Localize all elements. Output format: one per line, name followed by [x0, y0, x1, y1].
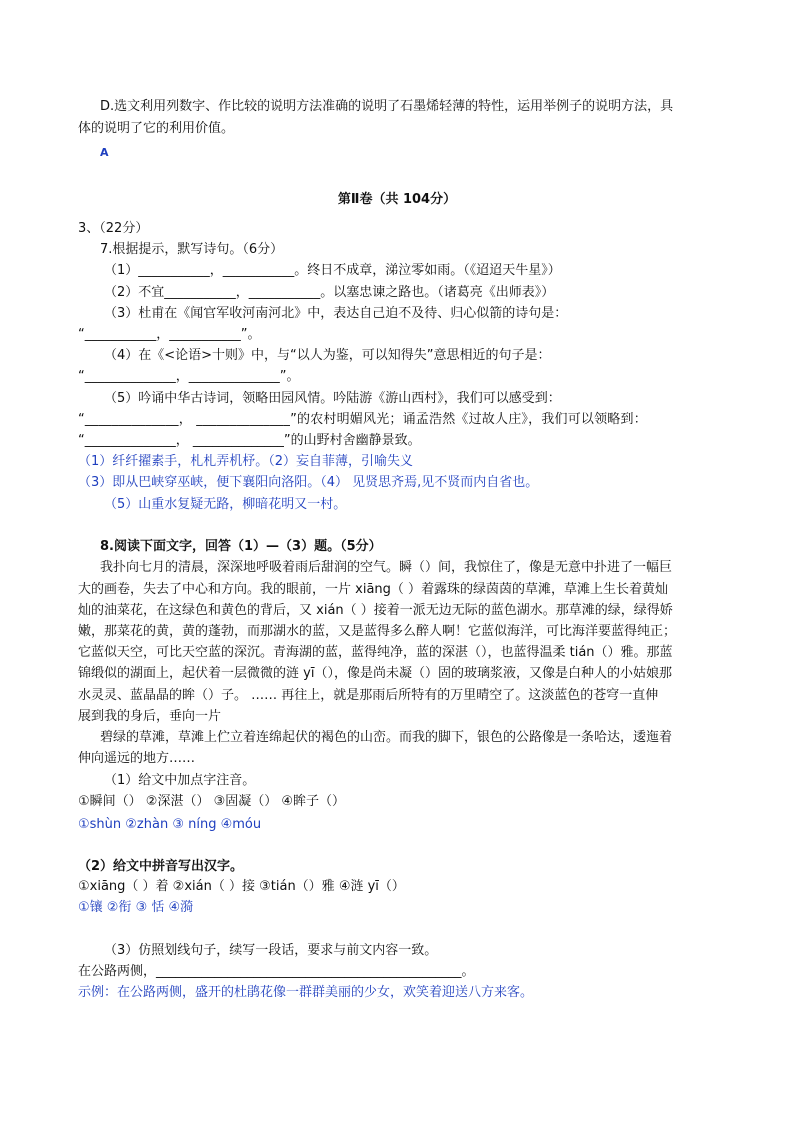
q7-item-3-blank: “___________，___________”。: [78, 327, 261, 342]
passage-line: 锦缎似的湖面上，起伏着一层微微的涟 yī（），像是尚未凝（）固的玻璃浆液，又像是白种人的小姑娘那: [78, 666, 672, 681]
q7-answer-line-1: （1）纤纤擢素手，札札弄机杼。（2）妄自菲薄，引喻失义: [78, 454, 414, 469]
previous-answer: A: [100, 146, 109, 159]
q8-sub2-answer: ①镶 ②衔 ③ 恬 ④漪: [78, 900, 194, 915]
section-title: 第Ⅱ卷（共 104分）: [337, 192, 457, 207]
q8-sub3-answer: 示例：在公路两侧，盛开的杜鹃花像一群群美丽的少女，欢笑着迎送八方来客。: [78, 985, 534, 1000]
passage-line: 水灵灵、蓝晶晶的眸（）子。 …… 再往上，就是那雨后所特有的万里晴空了。这淡蓝色的苍穹一直伸: [78, 688, 659, 703]
q7-item-2: （2）不宜___________，___________。以塞忠谏之路也。（诸葛亮《出师表》）: [104, 285, 555, 300]
q8-sub1-answer: ①shùn ②zhàn ③ níng ④móu: [78, 817, 262, 832]
q7-answer-line-2: （3）即从巴峡穿巫峡，便下襄阳向洛阳。（4） 见贤思齐焉,见不贤而内自省也。: [78, 475, 539, 490]
q3-header: 3、（22分）: [78, 221, 149, 236]
q7-item-5-blank-b: “______________， ______________”的山野村舍幽静景致。: [78, 433, 421, 448]
q7-item-4-prompt: （4）在《<论语>十则》中，与“以人为鉴，可以知得失”意思相近的句子是：: [104, 348, 551, 363]
passage-line: 嫩，那菜花的黄，黄的蓬勃，而那湖水的蓝，又是蓝得多么醉人啊！它蓝似海洋，可比海洋要蓝得纯正；: [78, 624, 677, 639]
q8-sub1-title: （1）给文中加点字注音。: [104, 773, 256, 788]
q7-item-5-prompt: （5）吟诵中华古诗词，领略田园风情。吟陆游《游山西村》，我们可以感受到：: [104, 391, 561, 406]
q8-sub3-title: （3）仿照划线句子，续写一段话，要求与前文内容一致。: [104, 943, 438, 958]
q7-item-3-prompt: （3）杜甫在《闻官军收河南河北》中，表达自己迫不及待、归心似箭的诗句是：: [104, 306, 568, 321]
option-d-line2: 体的说明了它的利用价值。: [78, 121, 235, 136]
passage-line: 碧绿的草滩，草滩上伫立着连绵起伏的褐色的山峦。而我的脚下，银色的公路像是一条哈达，逶迤着: [100, 730, 673, 745]
q8-sub2-title: （2）给文中拼音写出汉字。: [78, 859, 244, 874]
q7-item-1: （1）___________，___________。终日不成章，涕泣零如雨。（《迢迢天牛星》）: [104, 263, 561, 278]
q8-sub3-prompt: 在公路两侧，_______________________________________________。: [78, 964, 475, 979]
q7-answer-line-3: （5）山重水复疑无路，柳暗花明又一村。: [104, 497, 347, 512]
q8-sub1-items: ①瞬间（） ②深湛（） ③固凝（） ④眸子（）: [78, 794, 346, 809]
q7-item-4-blank: “______________，______________”。: [78, 369, 300, 384]
passage-line: 它蓝似天空，可比天空蓝的深沉。青海湖的蓝，蓝得纯净，蓝的深湛（），也蓝得温柔 tián（）雅。那蓝: [78, 645, 673, 660]
passage-line: 伸向遥远的地方……: [78, 751, 196, 766]
q7-title: 7.根据提示，默写诗句。（6分）: [100, 242, 284, 257]
q8-sub2-items: ①xiāng（ ）着 ②xián（ ）接 ③tián（）雅 ④涟 yī（）: [78, 879, 405, 894]
passage-line: 我扑向七月的清晨，深深地呼吸着雨后甜润的空气。瞬（）间，我惊住了，像是无意中扑进了一幅巨: [100, 560, 673, 575]
passage-line: 展到我的身后，垂向一片: [78, 709, 222, 724]
option-d-line1: D.选文利用列数字、作比较的说明方法准确的说明了石墨烯轻薄的特性，运用举例子的说明方法，具: [100, 99, 674, 114]
q7-item-5-blank-a: “______________， ______________”的农村明媚风光；诵孟浩然《过故人庄》，我们可以领略到：: [78, 412, 647, 427]
q8-title: 8.阅读下面文字，回答（1）—（3）题。（5分）: [100, 539, 382, 554]
passage-line: 灿的油菜花，在这绿色和黄色的背后，又 xián（ ）接着一派无边无际的蓝色湖水。那草滩的绿，绿得娇: [78, 603, 673, 618]
passage-line: 大的画卷，失去了中心和方向。我的眼前，一片 xiāng（ ）着露珠的绿茵茵的草滩，草滩上生长着黄灿: [78, 582, 669, 597]
